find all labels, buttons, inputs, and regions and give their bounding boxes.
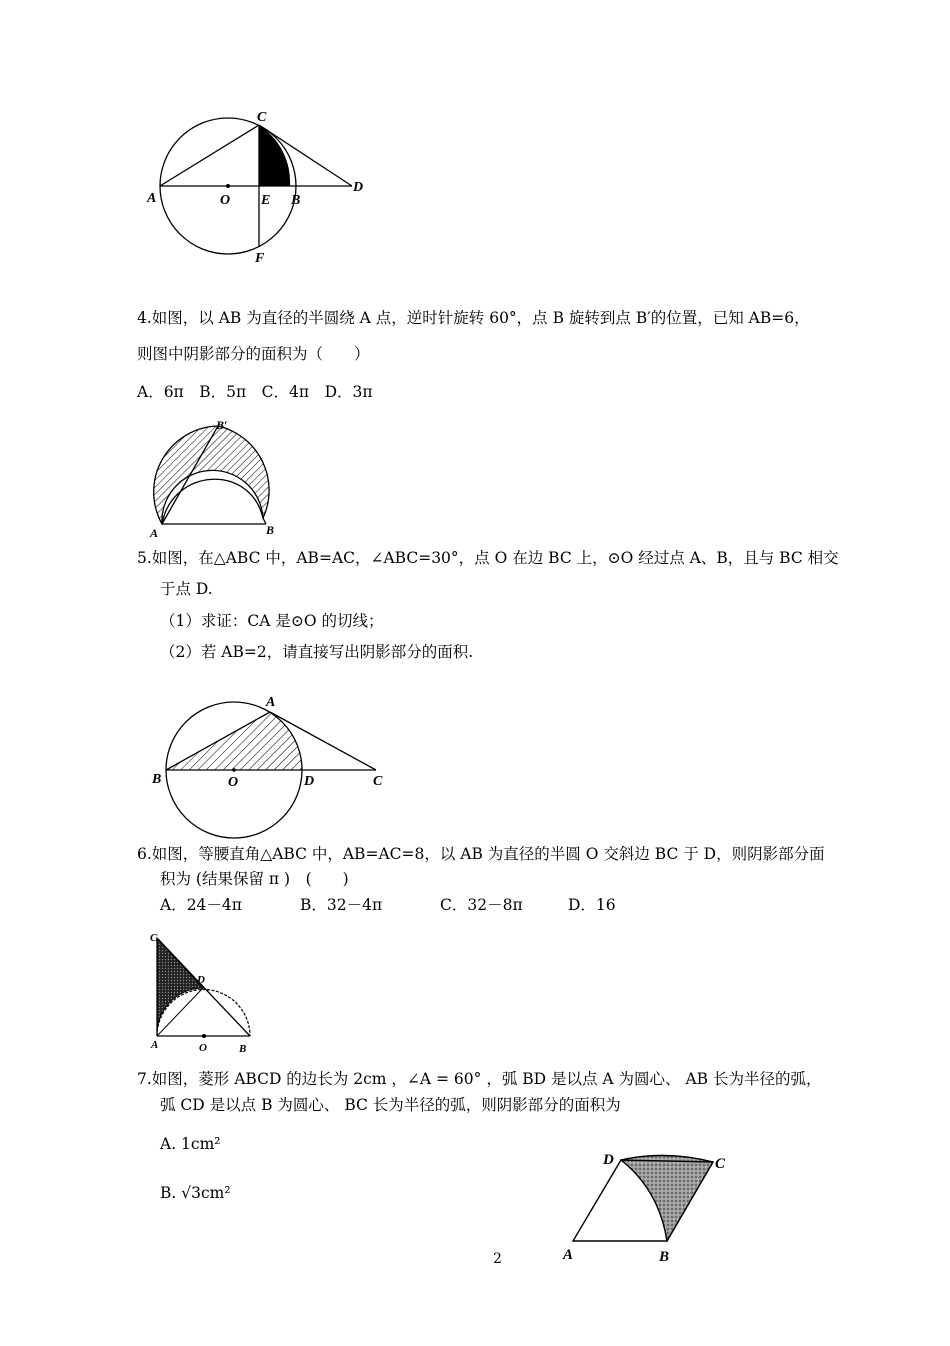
shaded-region — [259, 125, 290, 186]
figure-rotated-semicircle — [132, 418, 292, 540]
label-a: A — [150, 526, 159, 540]
question-4-line1: 4.如图，以 AB 为直径的半圆绕 A 点，逆时针旋转 60°，点 B 旋转到点 B′的位置，已知 AB=6， — [137, 309, 810, 327]
point-o — [226, 184, 230, 188]
label-a: A — [266, 695, 276, 710]
figure-circle-tangent — [140, 105, 380, 265]
point-o — [232, 768, 236, 772]
question-7-line1: 7.如图，菱形 ABCD 的边长为 2cm ，∠A = 60° ，弧 BD 是以点 A 为圆心、 AB 长为半径的弧， — [137, 1070, 822, 1088]
question-5-line1: 5.如图，在△ABC 中，AB=AC，∠ABC=30°，点 O 在边 BC 上，⊙O 经过点 A、B，且与 BC 相交 — [137, 549, 839, 567]
question-6-option-b: B．32－4π — [300, 896, 383, 914]
label-b: B — [291, 193, 301, 208]
question-7-option-a: A. 1cm² — [160, 1135, 221, 1153]
question-5-line2: 于点 D. — [160, 580, 213, 598]
label-f: F — [255, 251, 265, 265]
label-d: D — [304, 774, 315, 789]
label-c: C — [373, 774, 383, 789]
label-d: D — [197, 974, 205, 986]
question-4-options: A．6π B．5π C．4π D．3π — [137, 383, 373, 401]
label-o: O — [220, 193, 231, 208]
question-6-line1: 6.如图，等腰直角△ABC 中，AB=AC=8，以 AB 为直径的半圆 O 交斜边 BC 于 D，则阴影部分面 — [137, 845, 825, 863]
label-b: B — [266, 523, 275, 537]
label-a: A — [151, 1039, 159, 1051]
question-7-option-b: B. √3cm² — [160, 1184, 231, 1202]
label-d: D — [603, 1152, 614, 1168]
label-b: B — [239, 1043, 247, 1055]
line-ac — [160, 125, 259, 186]
question-7-line2: 弧 CD 是以点 B 为圆心、 BC 长为半径的弧，则阴影部分的面积为 — [160, 1096, 621, 1114]
question-6-option-c: C．32－8π — [440, 896, 523, 914]
label-a: A — [147, 191, 157, 206]
label-d: D — [353, 180, 364, 195]
question-4-line2: 则图中阴影部分的面积为（ ） — [137, 345, 370, 363]
question-6-line2: 积为 (结果保留 π ) ( ) — [160, 870, 349, 888]
question-6-option-a: A．24－4π — [160, 896, 242, 914]
label-c: C — [715, 1156, 726, 1172]
question-5-part2: （2）若 AB=2，请直接写出阴影部分的面积. — [160, 643, 474, 661]
label-e: E — [261, 193, 271, 208]
label-c: C — [257, 110, 267, 125]
figure-circle-triangle — [148, 692, 393, 842]
label-c: C — [150, 932, 158, 944]
label-a: A — [563, 1247, 574, 1263]
label-o: O — [228, 775, 239, 790]
page-number: 2 — [493, 1251, 502, 1267]
question-5-part1: （1）求证：CA 是⊙O 的切线； — [160, 612, 384, 630]
question-6-option-d: D．16 — [568, 896, 616, 914]
shaded-region — [621, 1155, 713, 1241]
figure-rhombus-arcs — [555, 1144, 745, 1266]
label-b-prime: B′ — [216, 418, 228, 432]
label-b: B — [152, 772, 162, 787]
label-o: O — [199, 1042, 207, 1054]
label-b: B — [659, 1249, 670, 1265]
figure-right-triangle-semicircle — [140, 928, 265, 1060]
point-o — [202, 1034, 206, 1038]
shaded-region — [157, 938, 203, 1035]
